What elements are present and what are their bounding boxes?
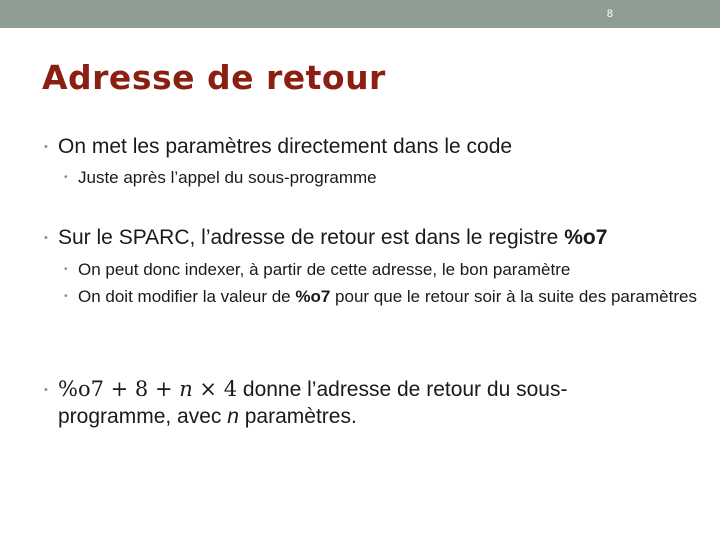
bullet-dot: • xyxy=(44,141,48,153)
bullet-2 xyxy=(44,224,694,252)
formula-variable: n xyxy=(179,377,193,401)
register-code: %o7 xyxy=(564,226,608,249)
bullet-dot: • xyxy=(44,232,48,244)
bullet-2-1 xyxy=(64,257,704,282)
bullet-text xyxy=(78,284,697,309)
formula-part: %o7 + 8 + xyxy=(58,377,180,401)
bullet-text-suffix: paramètres. xyxy=(238,405,357,428)
bullet-text: On met les paramètres directement dans le code xyxy=(58,135,513,158)
bullet-dot: • xyxy=(44,384,48,396)
slide-number: 8 xyxy=(606,8,613,20)
bullet-3 xyxy=(44,376,644,430)
bullet-dot: • xyxy=(64,264,68,275)
bullet-text-prefix: Sur le SPARC, l’adresse de retour est dans le registre xyxy=(58,226,565,249)
bullet-text-middle: donne l’adresse de retour du sous-programme, avec xyxy=(58,378,568,428)
slide-title: Adresse de retour xyxy=(42,58,386,97)
bullet-dot: • xyxy=(64,291,68,302)
bullet-1 xyxy=(44,133,684,161)
bullet-text: Juste après l’appel du sous-programme xyxy=(78,168,377,187)
bullet-text xyxy=(58,376,644,430)
register-code: %o7 xyxy=(295,287,331,306)
bullet-text-prefix: On doit modifier la valeur de xyxy=(78,287,296,306)
bullet-2-2 xyxy=(64,284,704,309)
bullet-text-suffix: pour que le retour soir à la suite des paramètres xyxy=(330,287,697,306)
bullet-text: On peut donc indexer, à partir de cette adresse, le bon paramètre xyxy=(78,260,571,279)
top-bar xyxy=(0,0,720,28)
bullet-text xyxy=(58,224,607,251)
bullet-dot: • xyxy=(64,172,68,183)
variable-n: n xyxy=(227,405,239,428)
formula xyxy=(58,377,237,401)
bullet-1-1 xyxy=(64,165,684,190)
formula-part: × 4 xyxy=(192,377,238,401)
